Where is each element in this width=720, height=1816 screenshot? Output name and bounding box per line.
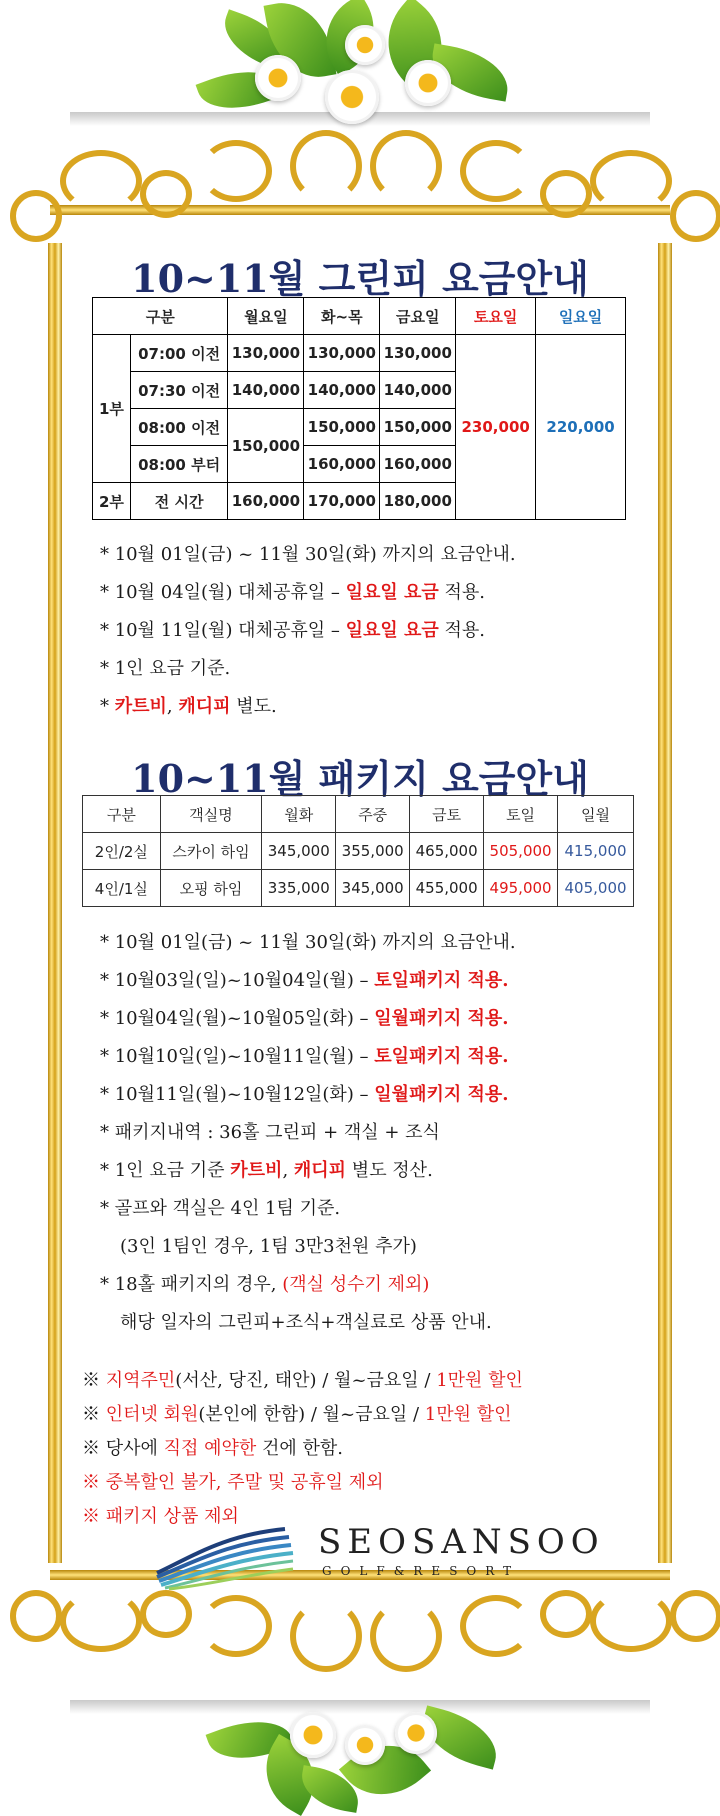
- table-row: [83, 833, 634, 870]
- price-cell: 150,000: [228, 409, 304, 483]
- package-note: * 골프와 객실은 4인 1팀 기준.: [100, 1198, 341, 1219]
- part2-label: 2부: [93, 483, 131, 520]
- package-note: * 10월11일(월)~10월12일(화) – 일월패키지 적용.: [100, 1084, 509, 1105]
- package-note: * 1인 요금 기준 카트비, 캐디피 별도 정산.: [100, 1160, 433, 1181]
- table-cell: 335,000: [262, 870, 336, 907]
- part1-label: 1부: [93, 335, 131, 483]
- price-cell: 150,000: [380, 409, 456, 446]
- header-cell: 일월: [558, 796, 634, 833]
- header-cell: 주중: [336, 796, 410, 833]
- package-table: [82, 795, 634, 907]
- price-cell: 130,000: [380, 335, 456, 372]
- discount-note: ※ 패키지 상품 제외: [82, 1506, 239, 1527]
- header-cell: 화~목: [304, 298, 380, 335]
- sunday-price: 220,000: [536, 335, 626, 520]
- table-header-row: [93, 298, 626, 335]
- header-cell: 토일: [484, 796, 558, 833]
- price-cell: 130,000: [304, 335, 380, 372]
- table-cell: 4인/1실: [83, 870, 161, 907]
- greenfee-table: [92, 297, 626, 520]
- discount-note: ※ 지역주민(서산, 당진, 태안) / 월~금요일 / 1만원 할인: [82, 1370, 523, 1391]
- table-header-row: [83, 796, 634, 833]
- price-cell: 160,000: [380, 446, 456, 483]
- daisy-icon: [325, 70, 379, 124]
- daisy-icon: [345, 1725, 385, 1765]
- header-cell: 월요일: [228, 298, 304, 335]
- time-cell: 08:00 부터: [130, 446, 228, 483]
- package-note: 해당 일자의 그린피+조식+객실료로 상품 안내.: [120, 1312, 492, 1333]
- header-cell: 객실명: [160, 796, 262, 833]
- header-cell: 구분: [83, 796, 161, 833]
- table-cell: 345,000: [262, 833, 336, 870]
- header-cell: 월화: [262, 796, 336, 833]
- logo-name: SEOSANSOO: [318, 1522, 605, 1562]
- price-cell: 140,000: [380, 372, 456, 409]
- saturday-price: 230,000: [456, 335, 536, 520]
- table-cell: 495,000: [484, 870, 558, 907]
- wave-logo-icon: [155, 1525, 295, 1590]
- daisy-icon: [345, 25, 385, 65]
- package-note: * 패키지내역 : 36홀 그린피 + 객실 + 조식: [100, 1122, 440, 1143]
- package-note: * 10월 01일(금) ~ 11월 30일(화) 까지의 요금안내.: [100, 932, 516, 953]
- price-cell: 170,000: [304, 483, 380, 520]
- discount-note: ※ 당사에 직접 예약한 건에 한함.: [82, 1438, 343, 1459]
- table-cell: 355,000: [336, 833, 410, 870]
- price-cell: 140,000: [304, 372, 380, 409]
- time-cell: 08:00 이전: [130, 409, 228, 446]
- table-cell: 345,000: [336, 870, 410, 907]
- table-row: [83, 870, 634, 907]
- price-cell: 180,000: [380, 483, 456, 520]
- table-cell: 455,000: [410, 870, 484, 907]
- header-cell: 토요일: [456, 298, 536, 335]
- price-cell: 140,000: [228, 372, 304, 409]
- daisy-icon: [255, 55, 301, 101]
- package-note: * 10월04일(월)~10월05일(화) – 일월패키지 적용.: [100, 1008, 509, 1029]
- package-note: * 10월10일(일)~10월11일(월) – 토일패키지 적용.: [100, 1046, 509, 1067]
- package-note: (3인 1팀인 경우, 1팀 3만3천원 추가): [120, 1236, 417, 1257]
- header-cell: 일요일: [536, 298, 626, 335]
- table-cell: 스카이 하임: [160, 833, 262, 870]
- package-note: * 10월03일(일)~10월04일(월) – 토일패키지 적용.: [100, 970, 509, 991]
- price-cell: 160,000: [304, 446, 380, 483]
- bottom-shadow: [70, 1700, 650, 1714]
- logo-subtitle: GOLF&RESORT: [322, 1564, 521, 1578]
- discount-note: ※ 인터넷 회원(본인에 한함) / 월~금요일 / 1만원 할인: [82, 1404, 512, 1425]
- greenfee-note: * 카트비, 캐디피 별도.: [100, 696, 277, 717]
- table-cell: 오핑 하임: [160, 870, 262, 907]
- daisy-icon: [290, 1712, 336, 1758]
- greenfee-note: * 1인 요금 기준.: [100, 658, 231, 679]
- daisy-icon: [405, 60, 451, 106]
- time-cell: 전 시간: [130, 483, 228, 520]
- table-cell: 405,000: [558, 870, 634, 907]
- price-cell: 150,000: [304, 409, 380, 446]
- header-cell: 금토: [410, 796, 484, 833]
- greenfee-note: * 10월 11일(월) 대체공휴일 – 일요일 요금 적용.: [100, 620, 486, 641]
- header-cell: 금요일: [380, 298, 456, 335]
- package-note: * 18홀 패키지의 경우, (객실 성수기 제외): [100, 1274, 430, 1295]
- package-title: 10~11월 패키지 요금안내: [131, 756, 589, 801]
- table-cell: 2인/2실: [83, 833, 161, 870]
- daisy-icon: [395, 1712, 437, 1754]
- header-cell: 구분: [93, 298, 228, 335]
- greenfee-note: * 10월 01일(금) ~ 11월 30일(화) 까지의 요금안내.: [100, 544, 516, 565]
- table-cell: 465,000: [410, 833, 484, 870]
- greenfee-title: 10~11월 그린피 요금안내: [131, 256, 589, 301]
- price-cell: 160,000: [228, 483, 304, 520]
- table-cell: 505,000: [484, 833, 558, 870]
- price-cell: 130,000: [228, 335, 304, 372]
- greenfee-note: * 10월 04일(월) 대체공휴일 – 일요일 요금 적용.: [100, 582, 486, 603]
- table-row: [93, 335, 626, 372]
- time-cell: 07:00 이전: [130, 335, 228, 372]
- table-cell: 415,000: [558, 833, 634, 870]
- time-cell: 07:30 이전: [130, 372, 228, 409]
- discount-note: ※ 중복할인 불가, 주말 및 공휴일 제외: [82, 1472, 384, 1493]
